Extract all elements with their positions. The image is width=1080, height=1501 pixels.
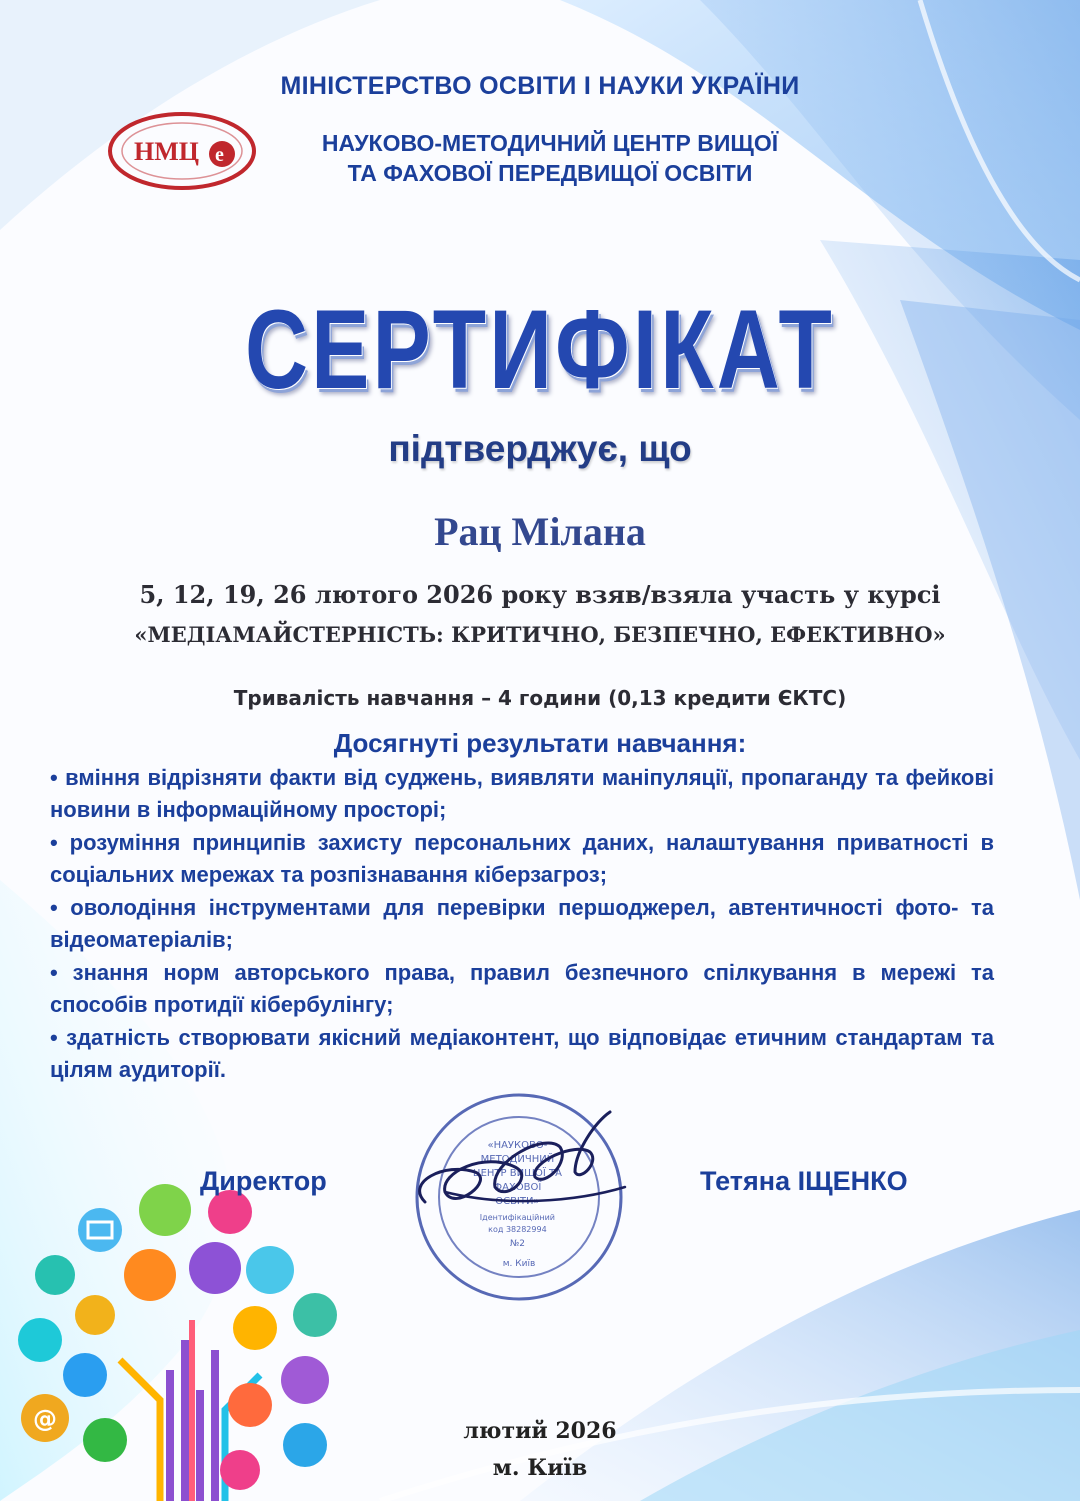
results-title: Досягнуті результати навчання: xyxy=(333,728,747,758)
center-name-line2: ТА ФАХОВОЇ ПЕРЕДВИЩОЇ ОСВІТИ xyxy=(347,160,753,186)
stamp-line: «НАУКОВО- xyxy=(487,1140,548,1151)
share-icon xyxy=(246,1246,294,1294)
gear-icon xyxy=(75,1295,115,1335)
course-dates: 5, 12, 19, 26 лютого 2026 року взяв/взяла участь у курсі xyxy=(139,580,941,609)
stamp-line: ФАХОВОЇ xyxy=(493,1182,542,1193)
stamp-line: №2 xyxy=(509,1239,525,1249)
stamp-line: код 38282994 xyxy=(488,1225,547,1234)
director-signature xyxy=(385,1092,645,1242)
director-name: Тетяна ІЩЕНКО xyxy=(700,1166,908,1196)
result-item: • знання норм авторського права, правил безпечного спілкування в мережі та способів протидії кібербулінгу; xyxy=(50,960,994,1017)
video-icon xyxy=(220,1450,260,1490)
globe-icon xyxy=(35,1255,75,1295)
svg-text:е: е xyxy=(215,144,224,166)
result-item: • здатність створювати якісний медіаконтент, що відповідає етичним стандартам та цілям аудиторії. xyxy=(50,1025,994,1082)
center-name xyxy=(220,128,880,188)
stamp-line: МЕТОДИЧНИЙ xyxy=(480,1154,555,1165)
director-title: Директор xyxy=(200,1166,327,1196)
media-icons-illustration xyxy=(0,1150,380,1501)
results-list xyxy=(50,762,994,1087)
photo-icon xyxy=(124,1249,176,1301)
stamp-line: ОСВІТИ» xyxy=(495,1196,540,1207)
result-item: • розуміння принципів захисту персональних даних, налаштування приватності в соціальних мережах та розпізнавання кіберзагроз; xyxy=(50,830,994,887)
users-icon xyxy=(63,1353,107,1397)
chat-icon xyxy=(139,1184,191,1236)
result-item: • вміння відрізняти факти від суджень, виявляти маніпуляції, пропаганду та фейкові новини в інформаційному просторі; xyxy=(50,765,994,822)
stamp-line: м. Київ xyxy=(502,1259,536,1269)
twitter-icon xyxy=(283,1423,327,1467)
download-icon xyxy=(293,1293,337,1337)
headphones-icon xyxy=(18,1318,62,1362)
issue-date: лютий 2026 xyxy=(463,1418,617,1444)
mail-icon xyxy=(78,1208,122,1252)
ministry-name: МІНІСТЕРСТВО ОСВІТИ І НАУКИ УКРАЇНИ xyxy=(280,72,800,100)
course-name: «МЕДІАМАЙСТЕРНІСТЬ: КРИТИЧНО, БЕЗПЕЧНО, ЕФЕКТИВНО» xyxy=(134,622,946,647)
certificate-title: СЕРТИФІКАТ xyxy=(244,287,836,412)
certificate-subtitle: підтверджує, що xyxy=(388,428,692,469)
stamp-line: ЦЕНТР ВИЩОЇ ТА xyxy=(472,1168,562,1179)
issue-city: м. Київ xyxy=(492,1455,588,1481)
phone-icon xyxy=(83,1418,127,1462)
svg-text:@: @ xyxy=(33,1405,57,1433)
microphone-icon xyxy=(233,1306,277,1350)
course-duration: Тривалість навчання – 4 години (0,13 кредити ЄКТС) xyxy=(233,686,847,710)
podcast-icon xyxy=(281,1356,329,1404)
chart-icon xyxy=(228,1383,272,1427)
stamp-line: Ідентифікаційний xyxy=(479,1213,556,1222)
result-item: • оволодіння інструментами для перевірки першоджерел, автентичності фото- та відеоматеріалів; xyxy=(50,895,994,952)
recipient-name: Рац Мілана xyxy=(434,509,646,554)
logo-text: НМЦ xyxy=(134,137,199,166)
wifi-icon xyxy=(189,1242,241,1294)
center-name-line1: НАУКОВО-МЕТОДИЧНИЙ ЦЕНТР ВИЩОЇ xyxy=(321,130,779,156)
